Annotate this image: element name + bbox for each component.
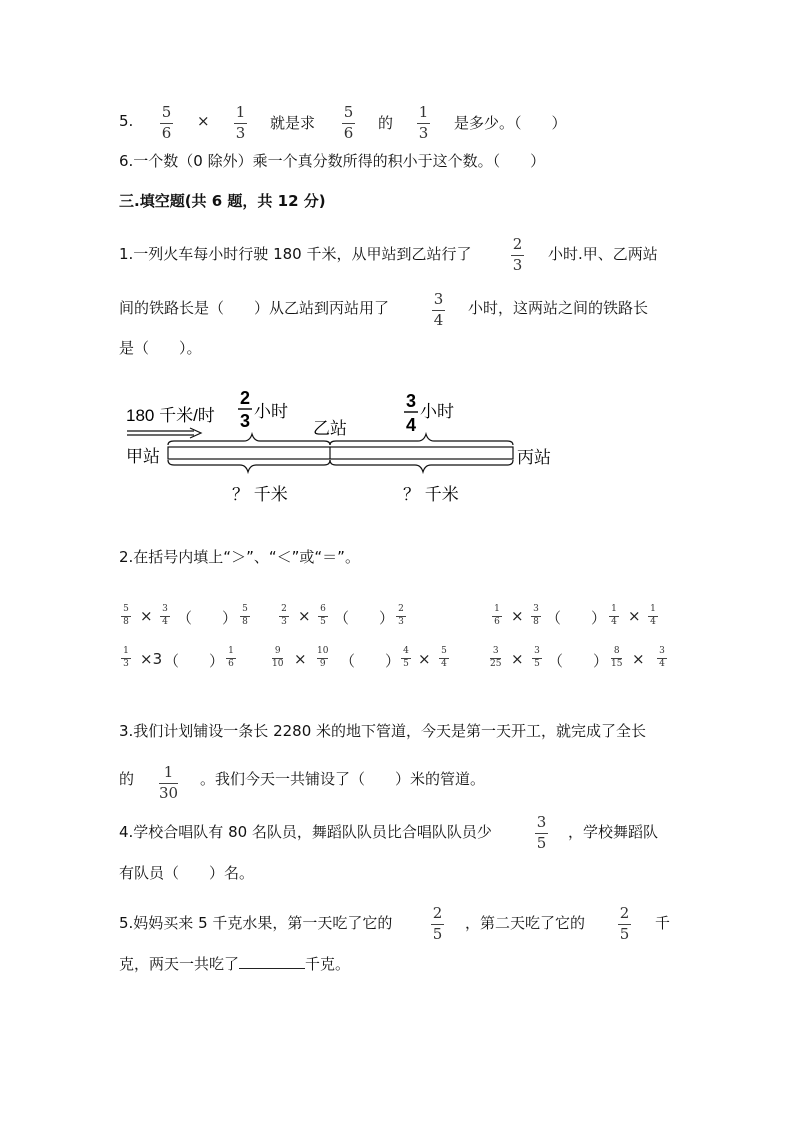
- times-sign: ×: [628, 607, 641, 625]
- speed-label: 180 千米/时: [126, 406, 215, 425]
- fraction-numerator: 2: [239, 388, 251, 408]
- answer-blank[interactable]: （ ）: [177, 609, 238, 627]
- question-6: 6.一个数（0 除外）乘一个真分数所得的积小于这个数。（ ）: [119, 152, 546, 170]
- fraction: 4 5: [401, 647, 411, 669]
- top-brace: [330, 434, 513, 445]
- fraction: 3 4: [657, 647, 667, 669]
- fraction: 3 8: [531, 605, 541, 627]
- times-sign: ×: [294, 650, 307, 668]
- problem-text: 千: [655, 914, 671, 932]
- problem-text: 5.妈妈买来 5 千克水果，第一天吃了它的: [119, 914, 393, 932]
- fraction: 1 6: [492, 605, 502, 627]
- fraction: 1 6: [226, 647, 236, 669]
- problem-text: ，学校舞蹈队: [568, 823, 659, 841]
- fraction: 2 3: [279, 605, 289, 627]
- distance-label: ？ 千米: [232, 485, 288, 504]
- answer-blank[interactable]: （ ）: [340, 652, 401, 670]
- railway-track: [168, 447, 513, 459]
- times-sign: ×: [418, 650, 431, 668]
- times-sign: ×: [197, 112, 210, 130]
- fraction: 3 4: [160, 605, 170, 627]
- question-text: 是多少。（ ）: [454, 114, 567, 132]
- fraction: 3 25: [490, 646, 502, 669]
- station-label: 甲站: [126, 447, 160, 466]
- problem-text: 小时，这两站之间的铁路长: [468, 299, 649, 317]
- bottom-brace: [168, 460, 330, 472]
- fraction-denominator: 4: [405, 415, 417, 435]
- fraction: 2 5: [432, 904, 443, 943]
- fraction: 8 15: [611, 646, 623, 669]
- fraction: 6 5: [318, 605, 328, 627]
- fraction: 5 4: [439, 647, 449, 669]
- problem-text: 有队员（ ）名。: [119, 864, 255, 882]
- question-text: 就是求: [270, 114, 316, 132]
- question-number: 5.: [119, 112, 134, 130]
- problem-text: ，第二天吃了它的: [465, 914, 586, 932]
- answer-blank-line[interactable]: [239, 954, 305, 969]
- fraction: 1 30: [159, 763, 179, 802]
- fraction: 1 3: [121, 647, 131, 669]
- times-three: ×3: [140, 650, 163, 668]
- fraction: 5 8: [121, 605, 131, 627]
- station-label: 丙站: [517, 448, 551, 467]
- answer-blank[interactable]: （ ）: [546, 609, 607, 627]
- fraction: 1 4: [648, 605, 658, 627]
- problem-text: 。我们今天一共铺设了（ ）米的管道。: [200, 770, 486, 788]
- problem-text: 小时.甲、乙两站: [548, 245, 658, 263]
- section-title: 三.填空题(共 6 题，共 12 分): [119, 192, 326, 210]
- answer-blank[interactable]: （ ）: [334, 609, 395, 627]
- fraction: 5 8: [240, 605, 250, 627]
- station-label: 乙站: [313, 419, 347, 438]
- problem-text: 是（ ）。: [119, 339, 202, 357]
- times-sign: ×: [511, 650, 524, 668]
- fraction: 2 3: [396, 605, 406, 627]
- problem-text: 4.学校合唱队有 80 名队员，舞蹈队队员比合唱队队员少: [119, 823, 492, 841]
- times-sign: ×: [140, 607, 153, 625]
- fraction: 9 10: [272, 646, 284, 669]
- problem-text: 的: [119, 770, 135, 788]
- time-unit-label: 小时: [254, 402, 288, 421]
- fraction: 3 5: [536, 813, 547, 852]
- problem-text: 3.我们计划铺设一条长 2280 米的地下管道，今天是第一天开工，就完成了全长: [119, 722, 647, 740]
- fraction: 1 4: [609, 605, 619, 627]
- fraction: 1 3: [418, 103, 429, 142]
- fraction: 10 9: [317, 646, 329, 669]
- times-sign: ×: [511, 607, 524, 625]
- fraction-denominator: 3: [239, 411, 251, 431]
- problem-2-title: 2.在括号内填上“＞”、“＜”或“＝”。: [119, 548, 360, 566]
- top-brace: [168, 434, 330, 445]
- answer-blank[interactable]: （ ）: [164, 652, 225, 670]
- fraction: 5 6: [343, 103, 354, 142]
- problem-text: 1.一列火车每小时行驶 180 千米，从甲站到乙站行了: [119, 245, 472, 263]
- fraction: 5 6: [161, 103, 172, 142]
- distance-label: ？ 千米: [403, 485, 459, 504]
- fraction: 2 3: [512, 235, 523, 274]
- fraction: 1 3: [235, 103, 246, 142]
- question-text: 的: [378, 114, 394, 132]
- fraction: 3 5: [532, 647, 542, 669]
- time-unit-label: 小时: [420, 402, 454, 421]
- problem-text: 克，两天一共吃了 千克。: [119, 955, 351, 973]
- arrow: [127, 428, 201, 438]
- answer-blank[interactable]: （ ）: [548, 652, 609, 670]
- fraction-numerator: 3: [405, 391, 417, 411]
- problem-text: 间的铁路长是（ ）从乙站到丙站用了: [119, 299, 390, 317]
- times-sign: ×: [298, 607, 311, 625]
- bottom-brace: [330, 460, 513, 472]
- fraction: 3 4: [433, 290, 444, 329]
- fraction: 2 5: [619, 904, 630, 943]
- times-sign: ×: [632, 650, 645, 668]
